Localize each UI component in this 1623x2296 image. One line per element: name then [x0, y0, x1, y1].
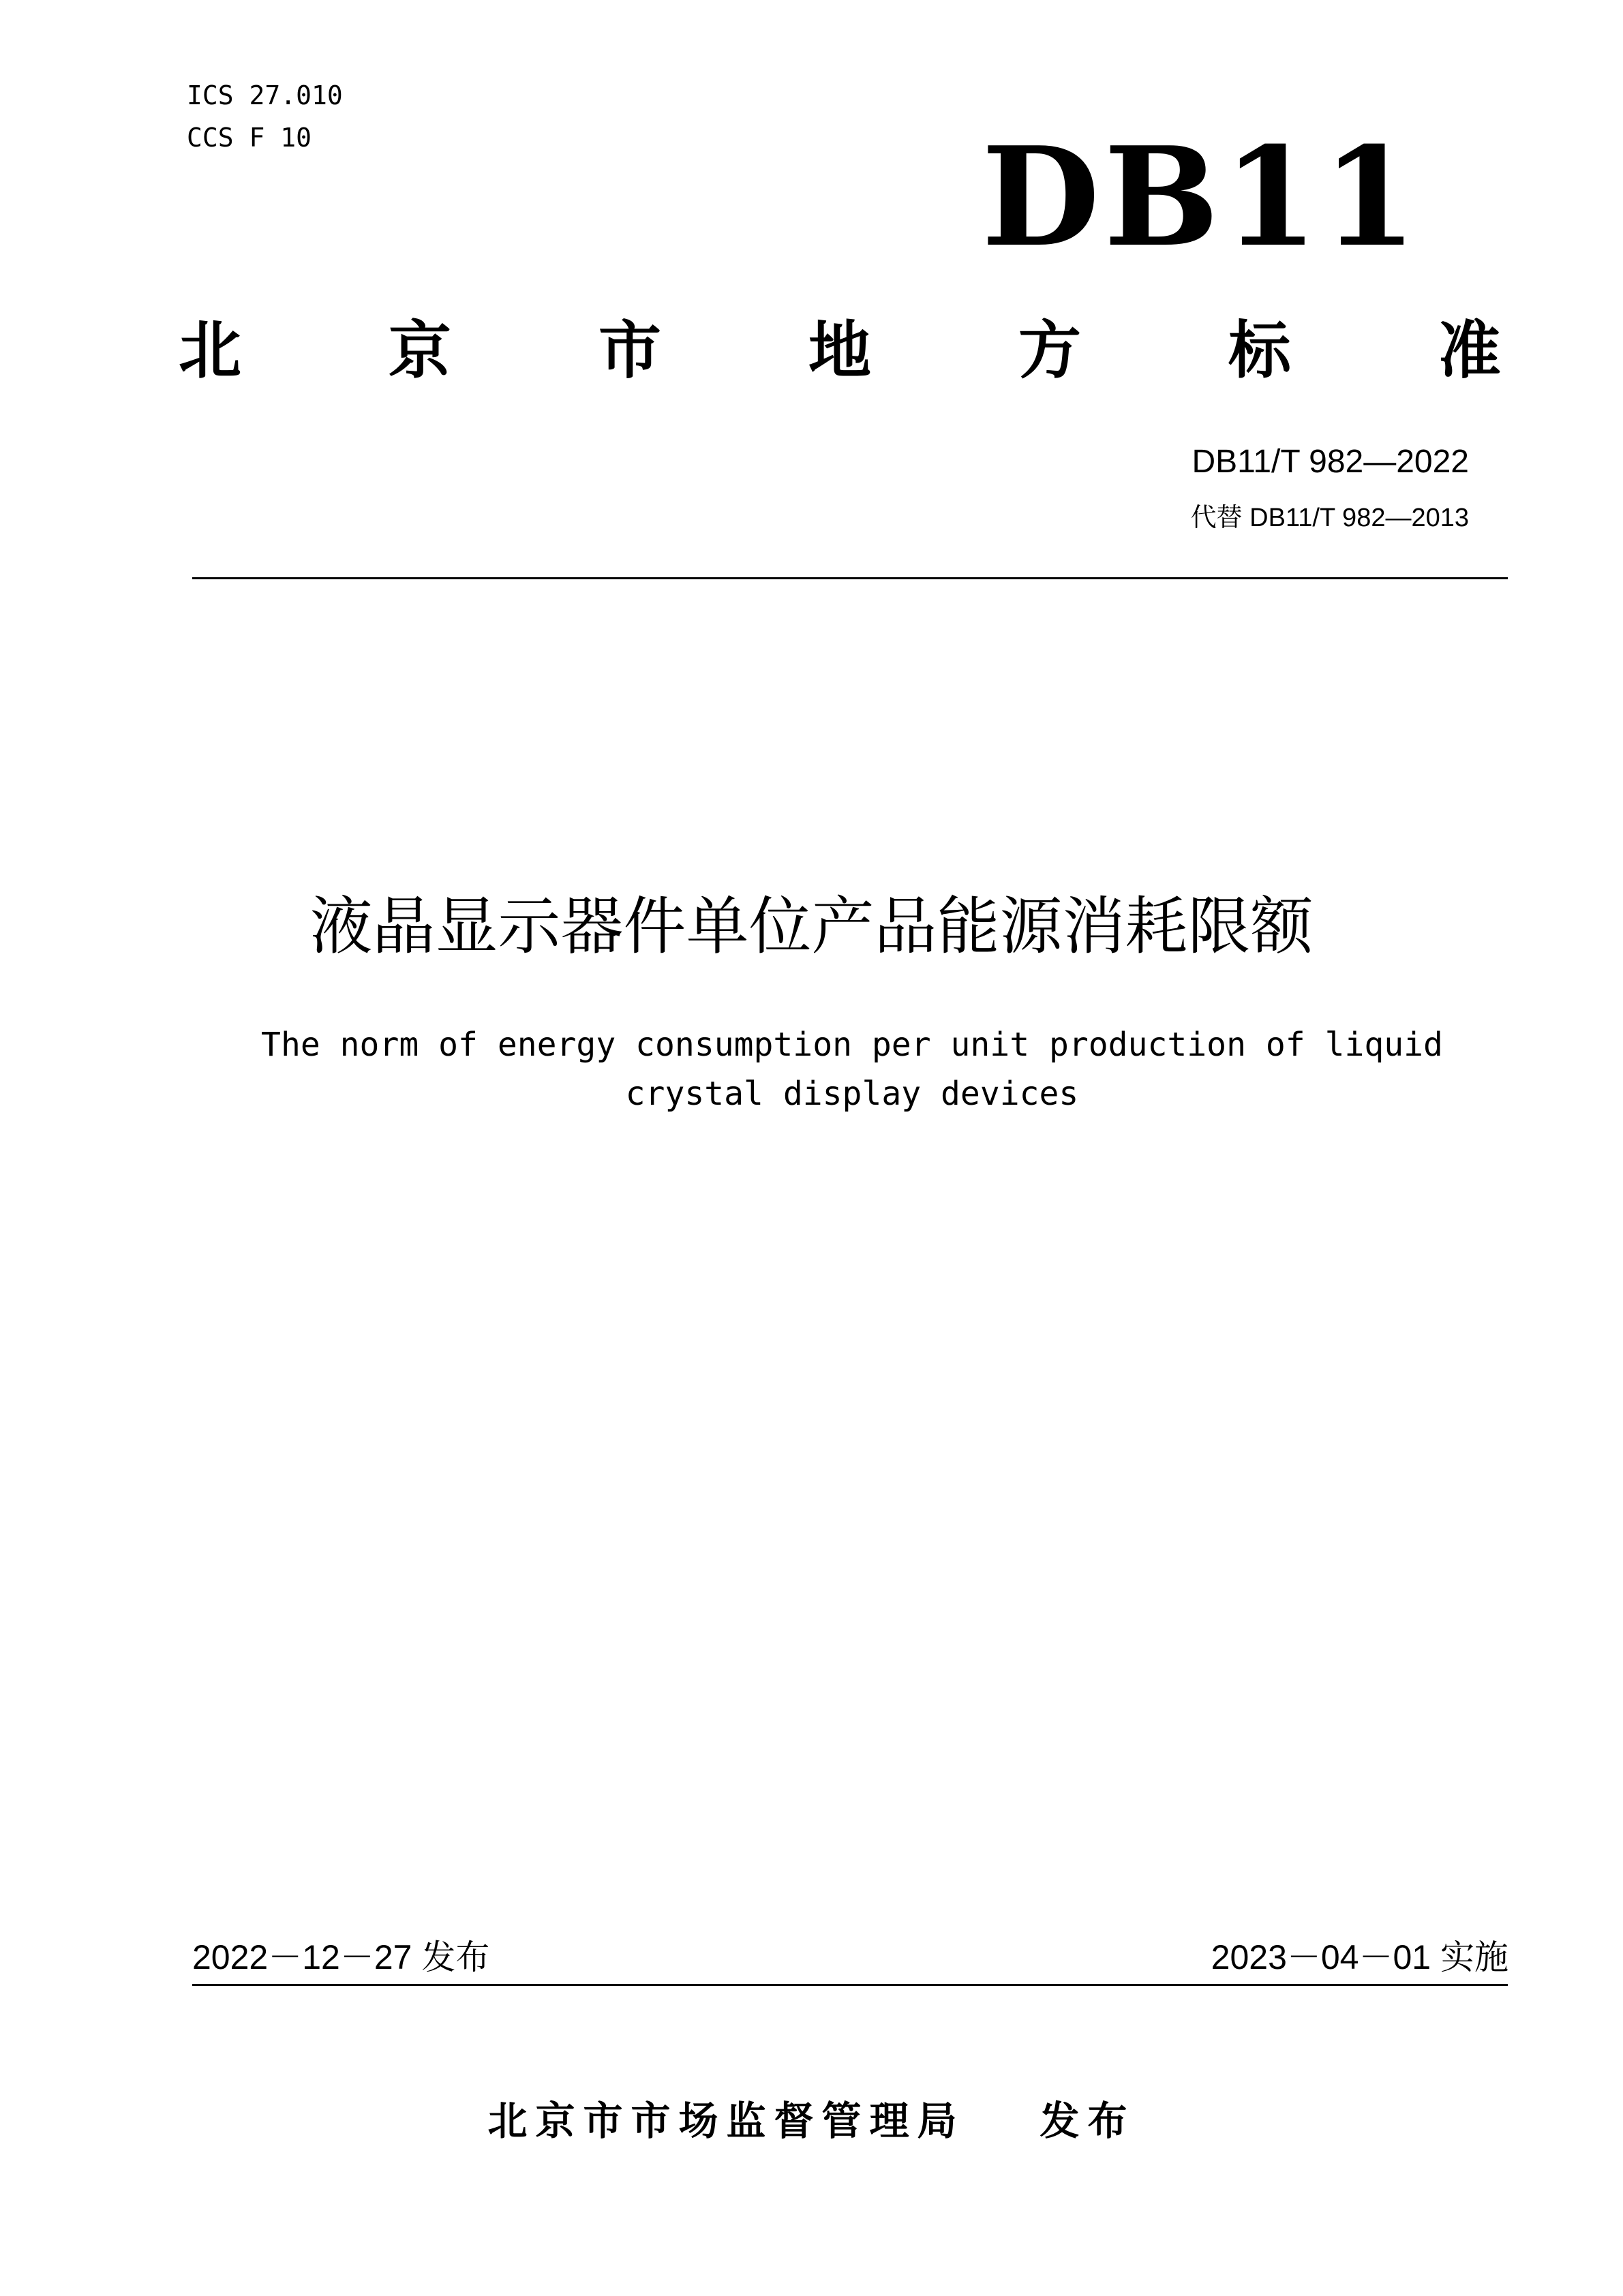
issuer-action: 发布	[1040, 2098, 1136, 2144]
standard-type-char: 京	[388, 314, 451, 387]
implementation-date: 2023－04－01 实施	[1211, 1938, 1508, 1976]
title-english: The norm of energy consumption per unit production of liquid crystal display devices	[261, 1026, 1443, 1113]
db11-logo: DB11	[982, 117, 1421, 277]
standard-type-heading	[179, 313, 1501, 388]
standard-type-char: 地	[808, 314, 871, 387]
standard-type-char: 标	[1228, 314, 1291, 387]
standard-number: DB11/T 982—2022	[1192, 444, 1469, 480]
bottom-divider	[192, 1984, 1508, 1986]
title-chinese: 液晶显示器件单位产品能源消耗限额	[309, 890, 1314, 963]
issuer-name: 北京市市场监督管理局	[487, 2098, 965, 2144]
standard-type-char: 市	[598, 314, 661, 387]
publish-date: 2022－12－27 发布	[192, 1938, 490, 1976]
ics-code: ICS 27.010	[187, 80, 343, 110]
top-divider	[192, 577, 1508, 579]
issuer-line	[0, 2089, 1623, 2146]
replaces-standard: 代替 DB11/T 982—2013	[1190, 504, 1469, 532]
standard-type-char: 准	[1438, 314, 1501, 387]
ccs-code: CCS F 10	[187, 123, 312, 153]
standard-type-char: 北	[179, 314, 242, 387]
standard-type-char: 方	[1018, 314, 1081, 387]
